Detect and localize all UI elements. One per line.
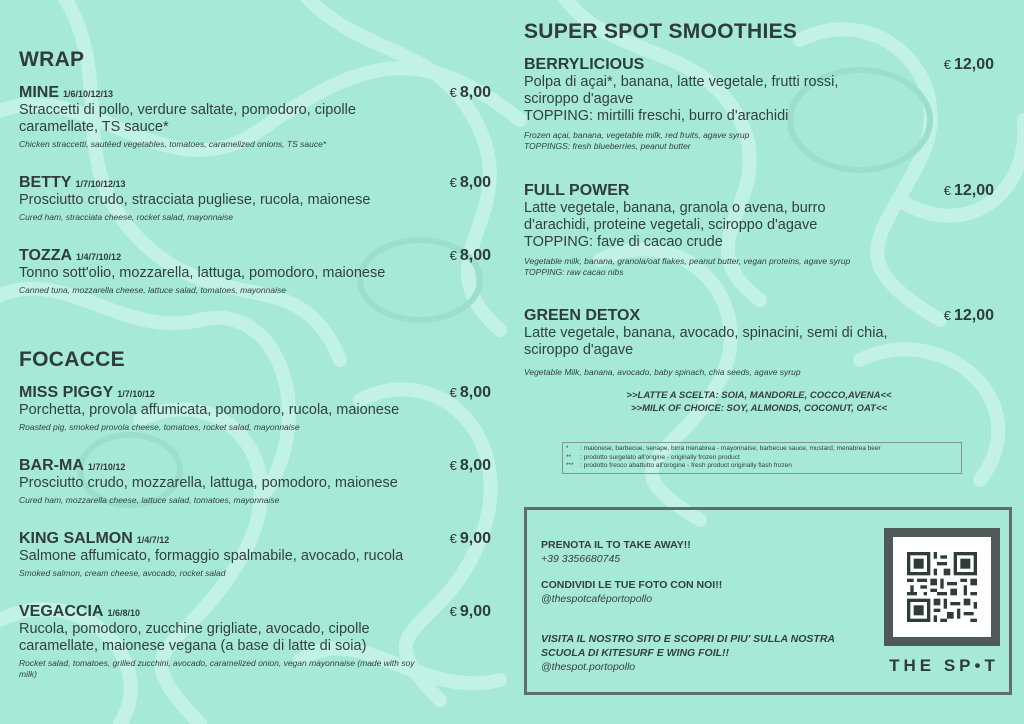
item-price: € 12,00: [943, 307, 994, 324]
item-price: € 8,00: [449, 457, 491, 474]
item-name: MINE: [19, 84, 59, 101]
item-translation-topping: TOPPING: raw cacao nibs: [524, 267, 624, 277]
item-price: € 12,00: [943, 182, 994, 199]
item-price: € 9,00: [449, 530, 491, 547]
item-topping: TOPPING: fave di cacao crude: [524, 234, 723, 250]
item-translation: Frozen açai, banana, vegetable milk, red fruits, agave syrup: [524, 130, 750, 140]
milk-choice-note: [524, 389, 994, 415]
item-name: BETTY: [19, 174, 72, 191]
menu-item-full-power: [524, 182, 994, 278]
item-name: BERRYLICIOUS: [524, 56, 645, 73]
item-description: Straccetti di pollo, verdure saltate, pomodoro, cipolle caramellate, TS sauce*: [19, 102, 356, 135]
the-spot-logo: THE SP•T: [889, 656, 999, 675]
legend-row: ** : prodotto surgelato all'origine - originally frozen product: [566, 453, 740, 461]
qr-code-icon: [907, 552, 977, 622]
visit-handle[interactable]: @thespot.portopollo: [541, 661, 636, 673]
item-translation: Roasted pig, smoked provola cheese, tomatoes, rocket salad, mayonnaise: [19, 422, 300, 432]
menu-item-vegaccia: [19, 603, 491, 680]
takeaway-block: [541, 538, 881, 566]
menu-item-king-salmon: [19, 530, 491, 579]
item-translation-topping: TOPPINGS: fresh blueberries, peanut butter: [524, 141, 691, 151]
item-name: BAR-MA: [19, 457, 84, 474]
item-price: € 8,00: [449, 384, 491, 401]
share-block: [541, 578, 881, 606]
item-name: VEGACCIA: [19, 603, 104, 620]
allergen-codes: 1/4/7/12: [136, 535, 170, 545]
item-description: Prosciutto crudo, mozzarella, lattuga, pomodoro, maionese: [19, 475, 398, 491]
item-price: € 12,00: [943, 56, 994, 73]
menu-item-bar-ma: [19, 457, 491, 506]
allergen-codes: 1/6/10/12/13: [63, 89, 114, 99]
allergen-codes: 1/7/10/12/13: [75, 179, 126, 189]
menu-item-mine: [19, 84, 491, 150]
item-description: Porchetta, provola affumicata, pomodoro, rucola, maionese: [19, 402, 400, 418]
visit-block: [541, 632, 881, 674]
allergen-codes: 1/7/10/12: [117, 389, 155, 399]
allergen-codes: 1/7/10/12: [87, 462, 126, 472]
item-name: MISS PIGGY: [19, 384, 114, 401]
item-translation: Canned tuna, mozzarella cheese, lattuce salad, tomatoes, mayonnaise: [19, 285, 286, 295]
item-price: € 8,00: [449, 174, 491, 191]
contact-info-box: [524, 507, 1012, 695]
milk-choice-en: >>MILK OF CHOICE: SOY, ALMONDS, COCONUT, OAT<<: [631, 403, 887, 414]
legend-row: *** : prodotto fresco abattutto all'orogine - fresh product originally flash frozen: [566, 462, 792, 469]
menu-item-betty: [19, 174, 491, 223]
share-title: CONDIVIDI LE TUE FOTO CON NOI!!: [541, 579, 723, 591]
qr-code-frame: [884, 528, 1000, 646]
legend-row: * : maionese, barbecue, senape, birra menabrea - mayonnaise, barbecue sauce, mustard, menabrea beer: [566, 445, 881, 452]
item-translation: Cured ham, stracciata cheese, rocket salad, mayonnaise: [19, 212, 234, 222]
qr-code[interactable]: [893, 537, 991, 637]
item-name: GREEN DETOX: [524, 307, 641, 324]
item-description: Salmone affumicato, formaggio spalmabile, avocado, rucola: [19, 548, 404, 564]
share-handle[interactable]: @thespotcaféportopollo: [541, 593, 653, 605]
item-name: FULL POWER: [524, 182, 630, 199]
milk-choice-it: >>LATTE A SCELTA: SOIA, MANDORLE, COCCO,AVENA<<: [626, 390, 892, 401]
item-description: Latte vegetale, banana, avocado, spinacini, semi di chia, sciroppo d'agave: [524, 325, 888, 358]
section-title-smoothies: SUPER SPOT SMOOTHIES: [524, 20, 798, 43]
item-translation: Vegetable milk, banana, granola/oat flakes, peanut butter, vegan proteins, agave syrup: [524, 256, 851, 266]
item-description: Tonno sott'olio, mozzarella, lattuga, pomodoro, maionese: [19, 265, 386, 281]
item-price: € 8,00: [449, 247, 491, 264]
menu-item-green-detox: [524, 307, 994, 378]
menu-item-tozza: [19, 247, 491, 296]
phone-number[interactable]: +39 3356680745: [541, 553, 621, 565]
right-column: [524, 20, 994, 378]
menu-item-berrylicious: [524, 56, 994, 152]
menu-item-miss-piggy: [19, 384, 491, 433]
item-translation: Cured ham, mozzarella cheese, lattuce salad, tomatoes, mayonnaise: [19, 495, 280, 505]
section-title-wrap: WRAP: [19, 48, 85, 71]
item-description: Polpa di açai*, banana, latte vegetale, frutti rossi, sciroppo d'agave: [524, 74, 839, 107]
item-translation: Chicken straccetti, sautéed vegetables, tomatoes, caramelized onions, TS sauce*: [19, 139, 327, 149]
allergen-codes: 1/4/7/10/12: [76, 252, 122, 262]
item-name: KING SALMON: [19, 530, 133, 547]
item-description: Rucola, pomodoro, zucchine grigliate, avocado, cipolle caramellate, maionese vegana (a base di latte di soia): [19, 621, 370, 654]
item-translation: Smoked salmon, cream cheese, avocado, rocket salad: [19, 568, 226, 578]
item-price: € 9,00: [449, 603, 491, 620]
item-price: € 8,00: [449, 84, 491, 101]
item-description: Latte vegetale, banana, granola o avena, burro d'arachidi, proteine vegetali, sciroppo d'agave: [524, 200, 826, 233]
allergen-legend: [562, 442, 962, 474]
item-name: TOZZA: [19, 247, 73, 264]
section-title-focacce: FOCACCE: [19, 348, 125, 371]
visit-text: VISITA IL NOSTRO SITO E SCOPRI DI PIU' SULLA NOSTRA SCUOLA DI KITESURF E WING FOIL!!: [541, 633, 835, 659]
item-translation: Vegetable Milk, banana, avocado, baby spinach, chia seeds, agave syrup: [524, 367, 801, 377]
takeaway-title: PRENOTA IL TO TAKE AWAY!!: [541, 539, 691, 551]
left-column: [19, 48, 491, 680]
item-translation: Rocket salad, tomatoes, grilled zucchini, avocado, caramelized onion, vegan mayonnaise (made with soy milk): [19, 658, 415, 679]
item-topping: TOPPING: mirtilli freschi, burro d'arachidi: [524, 108, 789, 124]
item-description: Prosciutto crudo, stracciata pugliese, rucola, maionese: [19, 192, 371, 208]
allergen-codes: 1/6/8/10: [107, 608, 140, 618]
